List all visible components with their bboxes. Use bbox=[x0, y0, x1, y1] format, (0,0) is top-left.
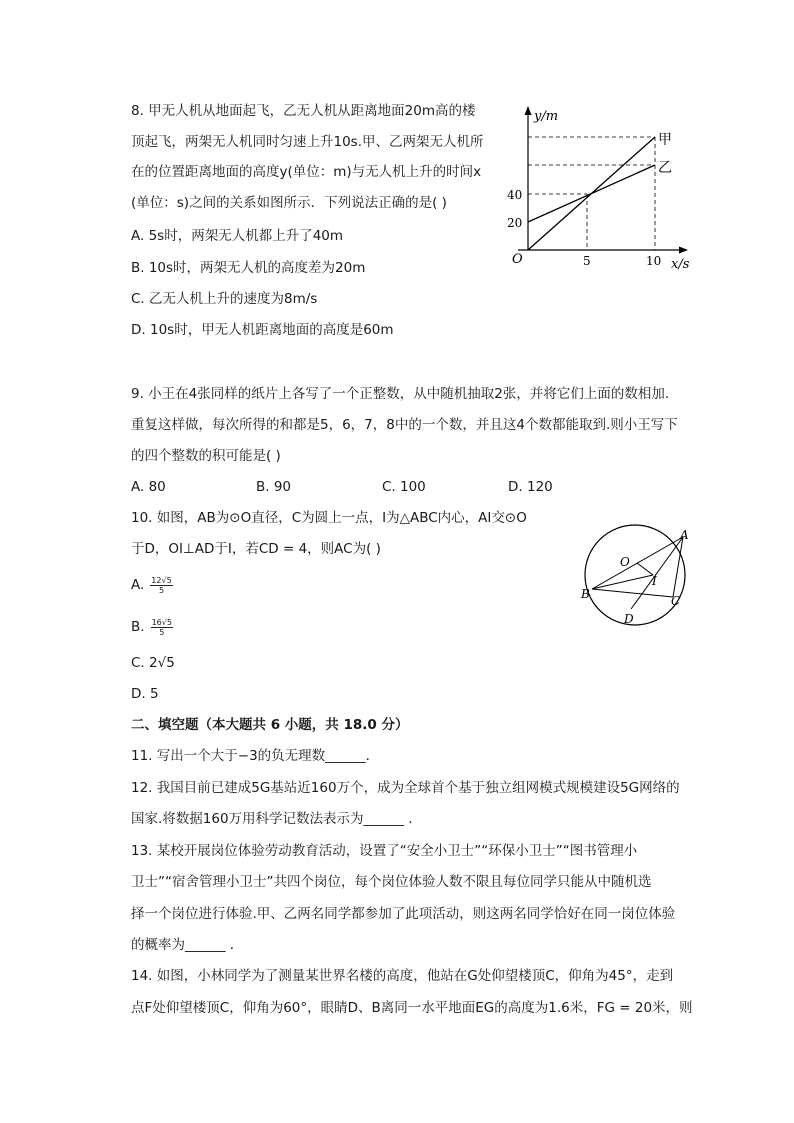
q8-option-d: D. 10s时，甲无人机距离地面的高度是60m bbox=[131, 322, 394, 338]
q11-line: 11. 写出一个大于−3的负无理数______． bbox=[131, 748, 380, 764]
circle-o bbox=[585, 525, 685, 625]
y-axis-label: y/m bbox=[534, 109, 559, 124]
y-tick-20: 20 bbox=[507, 216, 523, 230]
point-d-label: D bbox=[624, 612, 634, 626]
q9-line-2: 重复这样做，每次所得的和都是5，6，7，8中的一个数，并且这4个数都能取到.则小王写下 bbox=[131, 417, 678, 433]
segment-oi bbox=[637, 563, 653, 575]
q10-option-b-numerator: 16√5 bbox=[151, 617, 172, 627]
q8-option-b: B. 10s时，两架无人机的高度差为20m bbox=[131, 260, 366, 276]
q10-option-a bbox=[131, 570, 173, 600]
q10-option-d: D. 5 bbox=[131, 686, 159, 702]
x-axis-label: x/s bbox=[671, 257, 690, 272]
x-tick-10: 10 bbox=[646, 254, 662, 268]
q10-option-b-fraction bbox=[151, 618, 173, 637]
q10-option-b-denominator: 5 bbox=[159, 627, 165, 637]
q12-line-2: 国家.将数据160万用科学记数法表示为______ ． bbox=[131, 811, 422, 827]
q10-option-a-numerator: 12√5 bbox=[151, 575, 172, 585]
q13-line-1: 13. 某校开展岗位体验劳动教育活动，设置了“安全小卫士”“环保小卫士”“图书管理小 bbox=[131, 843, 638, 859]
q9-line-1: 9. 小王在4张同样的纸片上各写了一个正整数，从中随机抽取2张，并将它们上面的数相加. bbox=[131, 386, 670, 402]
q10-option-c: C. 2√5 bbox=[131, 655, 175, 671]
q9-option-b: B. 90 bbox=[256, 479, 292, 495]
q8-line-1: 8. 甲无人机从地面起飞，乙无人机从距离地面20m高的楼 bbox=[131, 103, 476, 119]
q10-circle-figure bbox=[575, 505, 705, 630]
x-axis-arrow bbox=[679, 247, 688, 254]
point-c-label: C bbox=[671, 594, 681, 608]
segment-ac bbox=[673, 537, 683, 597]
q8-option-c: C. 乙无人机上升的速度为8m/s bbox=[131, 291, 318, 307]
label-jia: 甲 bbox=[658, 132, 672, 148]
point-i-label: I bbox=[652, 574, 657, 588]
y-tick-40: 40 bbox=[507, 188, 523, 202]
q13-line-2: 卫士”“宿舍管理小卫士”共四个岗位，每个岗位体验人数不限且每位同学只能从中随机选 bbox=[131, 874, 652, 890]
q10-line-1: 10. 如图，AB为⊙O直径，C为圆上一点，I为△ABC内心，AI交⊙O bbox=[131, 510, 527, 526]
segment-bc bbox=[592, 589, 673, 597]
q13-line-3: 择一个岗位进行体验.甲、乙两名同学都参加了此项活动，则这两名同学恰好在同一岗位体验 bbox=[131, 906, 676, 922]
q10-option-a-fraction bbox=[150, 576, 172, 595]
q13-line-4: 的概率为______ ． bbox=[131, 937, 244, 953]
q8-line-3: 在的位置距离地面的高度y(单位：m)与无人机上升的时间x bbox=[131, 164, 482, 180]
q9-option-c: C. 100 bbox=[382, 479, 426, 495]
q10-line-2: 于D，OI⊥AD于I，若CD = 4，则AC为( ) bbox=[131, 541, 381, 557]
segment-bi bbox=[592, 575, 653, 589]
q9-option-a: A. 80 bbox=[131, 479, 166, 495]
q10-option-a-denominator: 5 bbox=[158, 585, 165, 595]
q8-option-a: A. 5s时，两架无人机都上升了40m bbox=[131, 228, 344, 244]
x-tick-5: 5 bbox=[583, 254, 591, 268]
q12-line-1: 12. 我国目前已建成5G基站近160万个，成为全球首个基于独立组网模式规模建设5G网络的 bbox=[131, 780, 680, 796]
q10-option-a-letter: A. bbox=[131, 577, 145, 593]
label-yi: 乙 bbox=[658, 160, 672, 176]
q9-option-d: D. 120 bbox=[508, 479, 553, 495]
q9-line-3: 的四个整数的积可能是( ) bbox=[131, 448, 281, 464]
q8-line-graph bbox=[490, 100, 700, 275]
point-o-label: O bbox=[620, 555, 630, 569]
section-2-heading: 二、填空题（本大题共 6 小题，共 18.0 分） bbox=[131, 717, 409, 733]
point-b-label: B bbox=[581, 587, 590, 601]
q8-line-4: (单位：s)之间的关系如图所示．下列说法正确的是( ) bbox=[131, 195, 447, 211]
q14-line-2: 点F处仰望楼顶C，仰角为60°，眼睛D、B离同一水平地面EG的高度为1.6米，FG = 20米，则 bbox=[131, 1000, 693, 1016]
q10-option-b bbox=[131, 612, 173, 642]
origin-label: O bbox=[512, 252, 523, 267]
q14-line-1: 14. 如图，小林同学为了测量某世界名楼的高度，他站在G处仰望楼顶C，仰角为45°，走到 bbox=[131, 968, 674, 984]
y-axis-arrow bbox=[525, 106, 532, 115]
q10-option-b-letter: B. bbox=[131, 619, 145, 635]
point-a-label: A bbox=[680, 528, 689, 542]
line-yi bbox=[528, 165, 655, 222]
q8-line-2: 顶起飞，两架无人机同时匀速上升10s.甲、乙两架无人机所 bbox=[131, 134, 484, 150]
